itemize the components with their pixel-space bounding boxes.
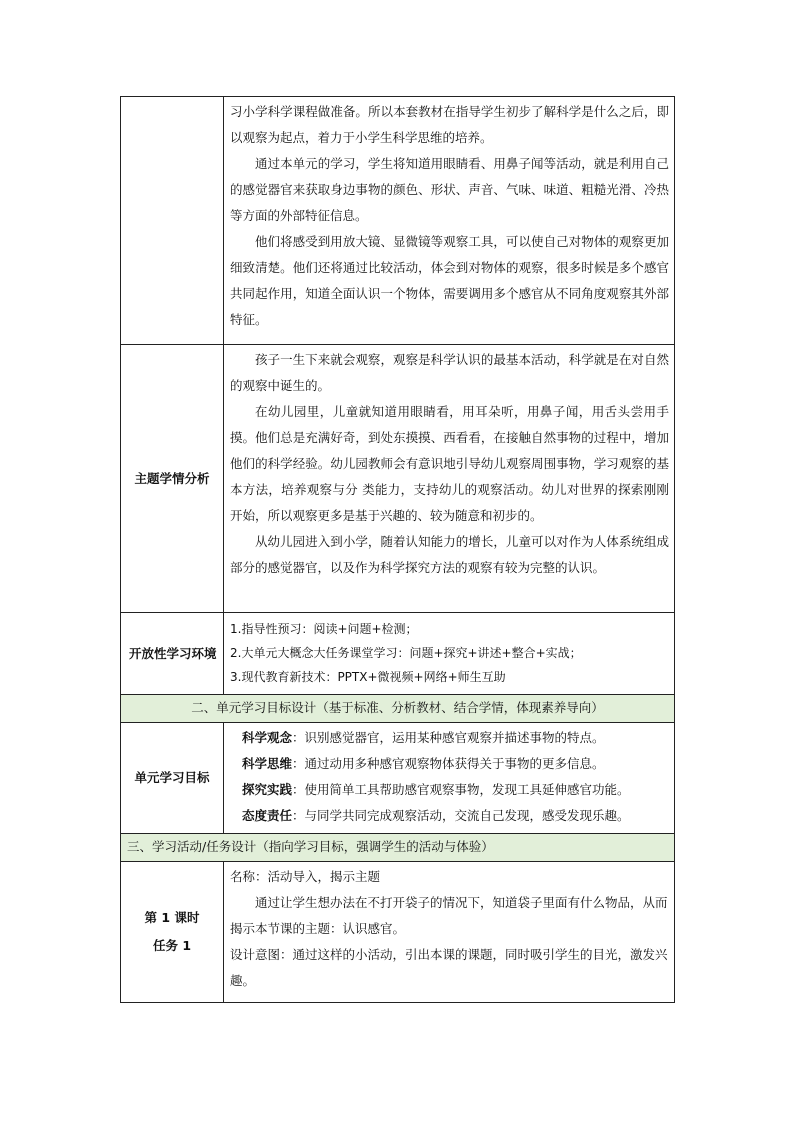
section-3-title: 三、学习活动/任务设计（指向学习目标，强调学生的活动与体验）: [121, 834, 675, 862]
goals-content: [224, 723, 675, 834]
goal-term: 探究实践: [242, 782, 293, 797]
goals-label: 单元学习目标: [121, 723, 224, 834]
goal-text: 使用简单工具帮助感官观察事物，发现工具延伸感官功能。: [304, 782, 630, 797]
section-3-heading: [121, 834, 675, 862]
environment-content: [224, 613, 675, 695]
goal-term: 科学思维: [242, 756, 293, 771]
environment-line: 1.指导性预习：阅读+问题+检测；: [230, 622, 418, 636]
row-analysis: [121, 345, 675, 613]
goal-term: 态度责任: [242, 808, 293, 823]
task-description: 通过让学生想办法在不打开袋子的情况下，知道袋子里面有什么物品，从而揭示本节课的主题：认识感官。: [230, 895, 668, 936]
plan-table: [120, 96, 675, 1003]
task-name: 名称：活动导入，揭示主题: [230, 869, 381, 884]
task-1-label: [121, 862, 224, 1003]
goal-text: 识别感觉器官，运用某种感官观察并描述事物的特点。: [304, 730, 605, 745]
environment-line: 2.大单元大概念大任务课堂学习：问题+探究+讲述+整合+实战；: [230, 646, 582, 660]
goal-text: 与同学共同完成观察活动，交流自己发现，感受发现乐趣。: [304, 808, 630, 823]
task-intent: 设计意图：通过这样的小活动，引出本课的课题，同时吸引学生的目光，激发兴趣。: [230, 947, 668, 988]
goal-text: 通过动用多种感官观察物体获得关于事物的更多信息。: [304, 756, 605, 771]
paragraph: 从幼儿园进入到小学，随着认知能力的增长，儿童可以对作为人体系统组成部分的感觉器官，以及作为科学探究方法的观察有较为完整的认识。: [230, 534, 669, 575]
row-environment: [121, 613, 675, 695]
section-2-heading: [121, 695, 675, 723]
row-continued-label: [121, 97, 224, 345]
paragraph: 通过本单元的学习，学生将知道用眼睛看、用鼻子闻等活动，就是利用自己的感觉器官来获取身边事物的颜色、形状、声音、气味、味道、粗糙光滑、冷热等方面的外部特征信息。: [230, 156, 669, 223]
lesson-number: 第 1 课时: [144, 910, 200, 925]
paragraph: 孩子一生下来就会观察，观察是科学认识的最基本活动，科学就是在对自然的观察中诞生的。: [230, 352, 669, 393]
row-continued-content: [224, 97, 675, 345]
paragraph: 习小学科学课程做准备。所以本套教材在指导学生初步了解科学是什么之后，即以观察为起点，着力于小学生科学思维的培养。: [230, 104, 669, 145]
analysis-label: 主题学情分析: [121, 345, 224, 613]
row-task-1: [121, 862, 675, 1003]
row-goals: [121, 723, 675, 834]
task-1-content: [224, 862, 675, 1003]
section-2-title: 二、单元学习目标设计（基于标准、分析教材、结合学情，体现素养导向）: [121, 695, 675, 723]
goal-item: 科学观念：识别感觉器官，运用某种感官观察并描述事物的特点。: [242, 730, 605, 745]
goal-item: 探究实践：使用简单工具帮助感官观察事物，发现工具延伸感官功能。: [242, 782, 630, 797]
environment-label: 开放性学习环境: [121, 613, 224, 695]
task-number: 任务 1: [152, 938, 192, 953]
goal-item: 科学思维：通过动用多种感官观察物体获得关于事物的更多信息。: [242, 756, 605, 771]
row-continued: [121, 97, 675, 345]
goal-term: 科学观念: [242, 730, 293, 745]
paragraph: 他们将感受到用放大镜、显微镜等观察工具，可以使自己对物体的观察更加细致清楚。他们还将通过比较活动，体会到对物体的观察，很多时候是多个感官共同起作用，知道全面认识一个物体，需要调用多个感官从不同角度观察其外部特征。: [230, 234, 669, 327]
goal-item: 态度责任：与同学共同完成观察活动，交流自己发现，感受发现乐趣。: [242, 808, 630, 823]
analysis-content: [224, 345, 675, 613]
environment-line: 3.现代教育新技术：PPTX+微视频+网络+师生互助: [230, 670, 506, 684]
paragraph: 在幼儿园里，儿童就知道用眼睛看，用耳朵听，用鼻子闻，用舌头尝用手摸。他们总是充满好奇，到处东摸摸、西看看，在接触自然事物的过程中，增加他们的科学经验。幼儿园教师会有意识地引导幼儿观察周围事物，学习观察的基本方法，培养观察与分 类能力，支持幼儿的观察活动。幼儿对世界的探索刚刚开始，所以观察更多是基于兴趣的、较为随意和初步的。: [230, 404, 669, 523]
